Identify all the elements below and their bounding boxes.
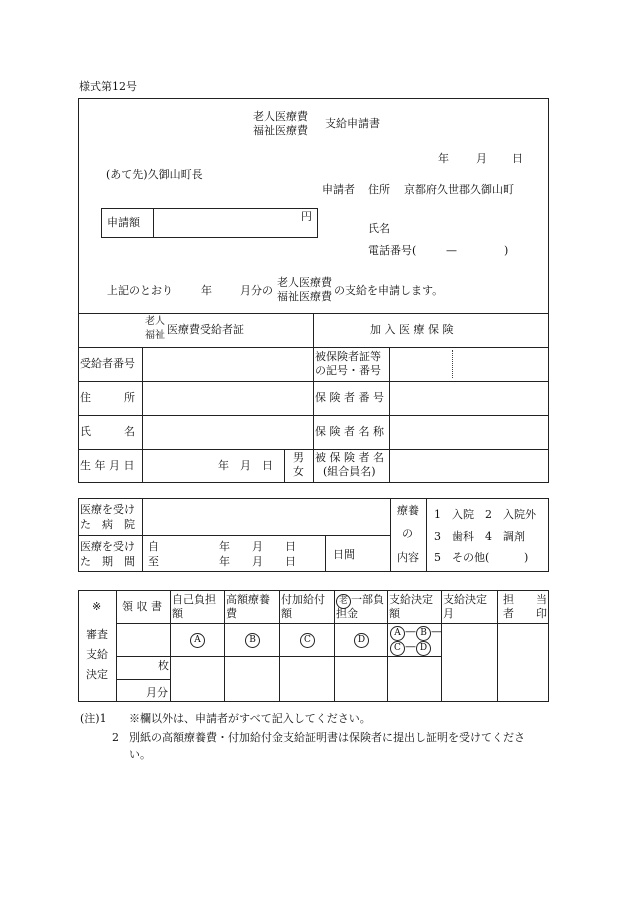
cert-title: 医療費受給者証 <box>167 323 244 336</box>
name-label: 氏名 <box>368 222 390 235</box>
care-label3: 内容 <box>397 551 419 564</box>
high-cost-label2: 費 <box>226 607 237 620</box>
circle-b: B <box>245 633 260 648</box>
review-side1: 審査 <box>86 628 108 641</box>
period-days: 日間 <box>333 548 355 561</box>
form-number: 様式第12号 <box>79 80 137 93</box>
insurance-title: 加 入 医 療 保 険 <box>370 323 454 336</box>
period-from-ymd: 年 月 日 <box>219 540 296 553</box>
high-cost-label1: 高額療養 <box>226 593 270 606</box>
cert-small1: 老人 <box>145 316 165 327</box>
note1-text: ※欄以外は、申請者がすべて記入してください。 <box>129 712 371 725</box>
care-label2: の <box>402 527 413 540</box>
self-pay-label2: 額 <box>172 607 183 620</box>
circle-c: C <box>300 633 315 648</box>
insured-name-label1: 被 保 険 者 名 <box>315 451 384 464</box>
insurer-name-label: 保 険 者 名 称 <box>315 425 384 438</box>
address-row-label: 住 所 <box>80 391 135 404</box>
care-option-3: 3 歯科 <box>434 530 474 543</box>
period-from: 自 <box>148 540 159 553</box>
date-day: 日 <box>512 152 523 165</box>
birth-ymd: 年 月 日 <box>218 459 273 472</box>
note2-text-b: い。 <box>129 748 151 761</box>
self-pay-label1: 自己負担 <box>172 593 216 606</box>
review-mark: ※ <box>92 600 102 613</box>
birthdate-label: 生 年 月 日 <box>80 459 135 472</box>
statement-suffix: の支給を申請します。 <box>334 284 444 297</box>
applicant-label: 申請者 <box>322 183 355 196</box>
partial-label2: 担金 <box>336 607 358 620</box>
address-label: 住所 <box>368 183 390 196</box>
title-line1: 老人医療費 <box>253 110 308 123</box>
recipient-no-label: 受給者番号 <box>80 357 135 370</box>
address-value: 京都府久世郡久御山町 <box>404 183 514 196</box>
receipt-months: 月分 <box>146 686 168 699</box>
note2-text-a: 別紙の高額療養費・付加給付金支給証明書は保険者に提出し証明を受けてくださ <box>129 731 525 744</box>
insured-cert-label1: 被保険者証等 <box>315 350 381 363</box>
statement-month: 月分の <box>240 284 273 297</box>
care-option-2: 2 入院外 <box>485 508 536 521</box>
addressee: (あて先)久御山町長 <box>106 168 203 181</box>
decided-amount-label2: 額 <box>389 607 400 620</box>
note1-label: (注)1 <box>80 712 107 725</box>
hospital-label1: 医療を受け <box>80 503 135 516</box>
staff-label1: 担 当 <box>503 593 547 606</box>
decided-month-label1: 支給決定 <box>443 593 487 606</box>
care-option-5: 5 その他( <box>434 551 490 564</box>
added-benefit-label2: 額 <box>281 607 292 620</box>
formula-line1: A — B — <box>390 625 442 641</box>
amount-unit: 円 <box>301 210 312 223</box>
formula-line2: C — D <box>390 640 431 656</box>
note2-label: 2 <box>112 731 119 744</box>
care-option-1: 1 入院 <box>434 508 474 521</box>
statement-year: 年 <box>201 284 212 297</box>
date-month: 月 <box>476 152 487 165</box>
receipt-count: 枚 <box>158 659 169 672</box>
old-age-mark: 老 <box>336 594 351 609</box>
hospital-label2: た 病 院 <box>80 518 135 531</box>
decided-month-label2: 月 <box>443 607 454 620</box>
sex-male: 男 <box>293 451 304 464</box>
sex-female: 女 <box>293 465 304 478</box>
insured-cert-label2: の記号・番号 <box>315 364 381 377</box>
statement-line2: 福祉医療費 <box>277 290 332 303</box>
partial-label1: 老 一部負 <box>336 593 384 609</box>
care-option-5-close: ) <box>524 551 529 564</box>
circle-a: A <box>190 633 205 648</box>
phone-label: 電話番号( <box>368 244 417 257</box>
cert-small2: 福祉 <box>145 330 165 341</box>
period-to: 至 <box>148 555 159 568</box>
date-year: 年 <box>438 152 449 165</box>
insurer-no-label: 保 険 者 番 号 <box>315 391 384 404</box>
period-to-ymd: 年 月 日 <box>219 555 296 568</box>
statement-line1: 老人医療費 <box>277 276 332 289</box>
title-suffix: 支給申請書 <box>325 117 380 130</box>
period-label2: た 期 間 <box>80 555 135 568</box>
insured-name-label2: (組合員名) <box>323 465 376 478</box>
care-label1: 療養 <box>397 504 419 517</box>
decided-amount-label1: 支給決定 <box>389 593 433 606</box>
phone-close: ) <box>504 244 509 257</box>
review-side3: 決定 <box>86 668 108 681</box>
care-option-4: 4 調剤 <box>485 530 525 543</box>
amount-label: 申請額 <box>107 216 140 229</box>
title-line2: 福祉医療費 <box>253 124 308 137</box>
receipt-label: 領 収 書 <box>122 600 162 613</box>
added-benefit-label1: 付加給付 <box>281 593 325 606</box>
circle-d: D <box>354 633 369 648</box>
staff-label2: 者 印 <box>503 607 547 620</box>
phone-dash: — <box>446 244 457 257</box>
name-row-label: 氏 名 <box>80 425 135 438</box>
period-label1: 医療を受け <box>80 540 135 553</box>
statement-prefix: 上記のとおり <box>107 284 173 297</box>
review-side2: 支給 <box>86 648 108 661</box>
